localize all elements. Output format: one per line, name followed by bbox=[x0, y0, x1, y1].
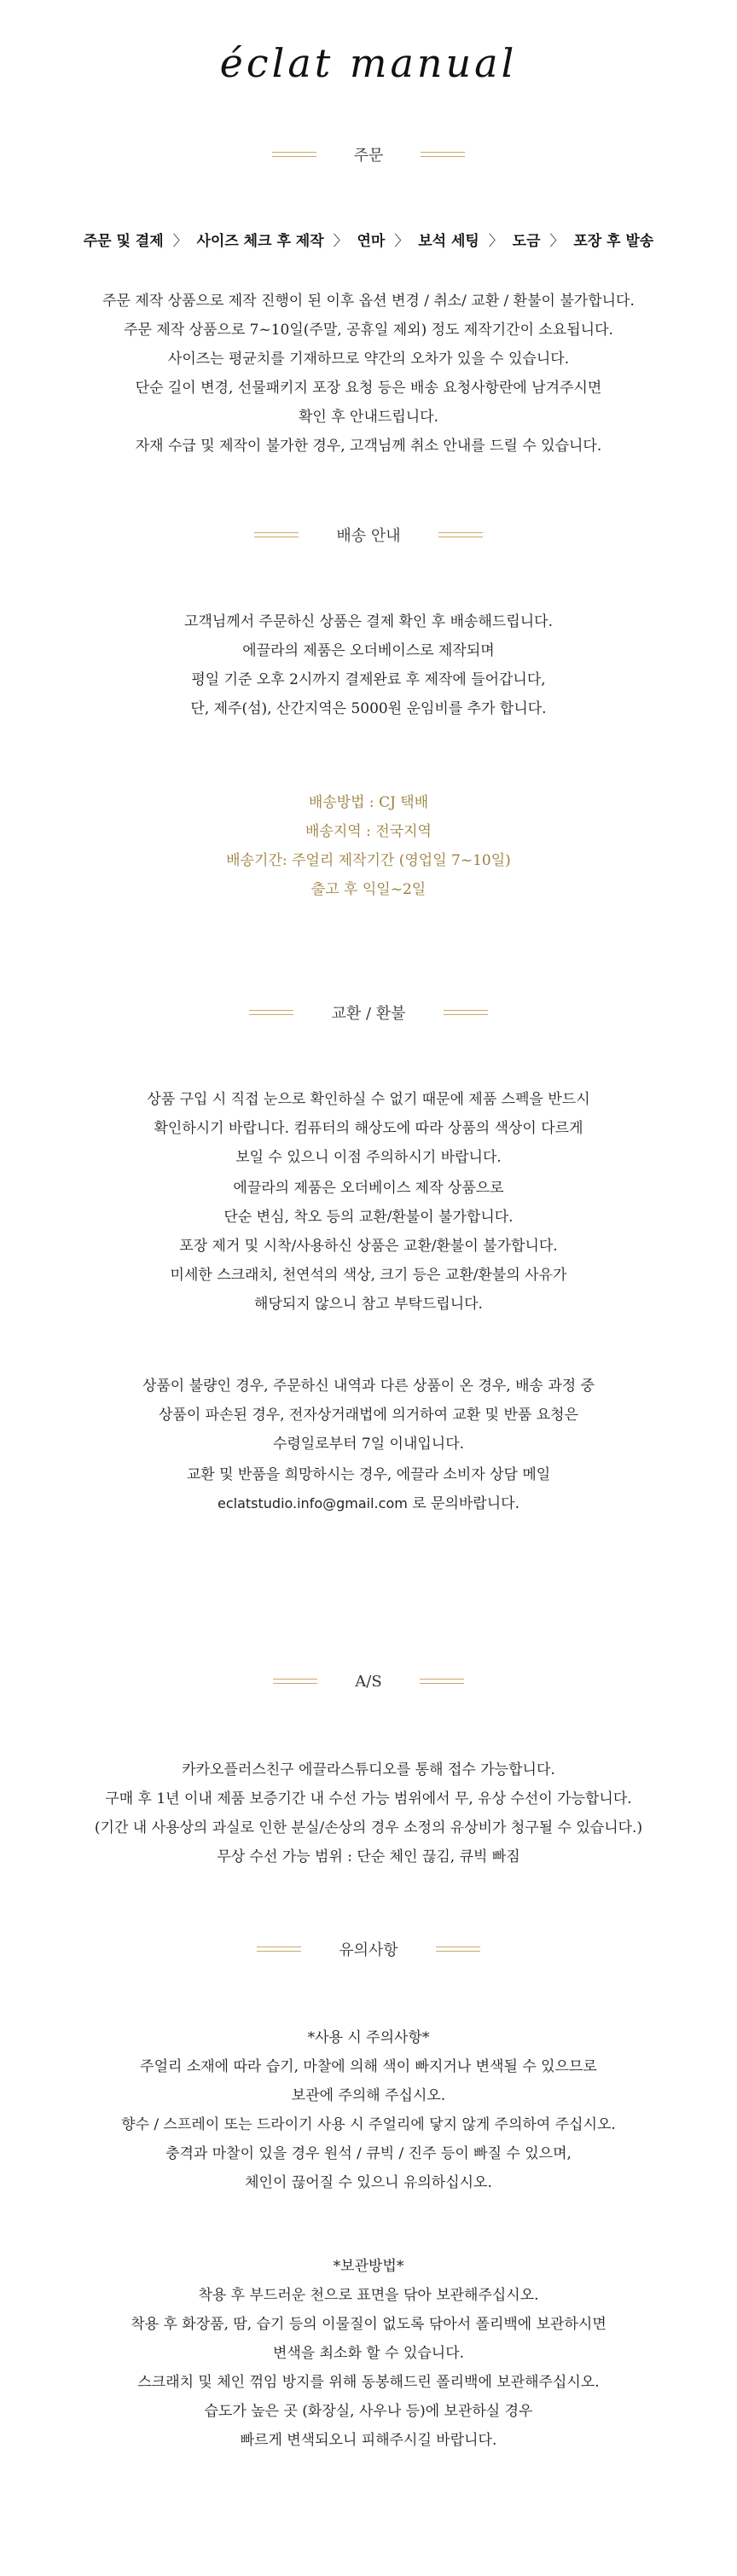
step-separator-icon: 〉 bbox=[488, 233, 503, 250]
text-line: 착용 후 화장품, 땀, 습기 등의 이물질이 없도록 닦아서 폴리백에 보관하시면 bbox=[131, 2316, 606, 2333]
brand-title: éclat manual bbox=[219, 40, 518, 86]
heading-rule-right bbox=[444, 1010, 488, 1015]
text-line: 스크래치 및 체인 꺾임 방지를 위해 동봉해드린 폴리백에 보관해주십시오. bbox=[137, 2374, 600, 2391]
order-process-steps bbox=[0, 229, 737, 250]
shipping-dispatch: 출고 후 익일~2일 bbox=[310, 881, 427, 898]
heading-rule-right bbox=[438, 532, 483, 537]
usage-caution-title: *사용 시 주의사항* bbox=[307, 2029, 430, 2046]
text-line: 미세한 스크래치, 천연석의 색상, 크기 등은 교환/환불의 사유가 bbox=[170, 1267, 567, 1284]
text-line: 보관에 주의해 주십시오. bbox=[291, 2087, 446, 2104]
section-title: 배송 안내 bbox=[336, 527, 401, 545]
step-item: 사이즈 체크 후 제작 bbox=[196, 233, 324, 250]
text-line: 구매 후 1년 이내 제품 보증기간 내 수선 가능 범위에서 무, 유상 수선이 가능합니다. bbox=[105, 1790, 632, 1807]
shipping-info bbox=[0, 788, 737, 904]
step-item: 주문 및 결제 bbox=[83, 233, 164, 250]
section-heading-exchange bbox=[0, 1000, 737, 1025]
exchange-notice-1 bbox=[0, 1085, 737, 1172]
text-line: 카카오플러스친구 에끌라스튜디오를 통해 접수 가능합니다. bbox=[182, 1761, 555, 1778]
text-line: 체인이 끊어질 수 있으니 유의하십시오. bbox=[245, 2174, 492, 2191]
text-line: 평일 기준 오후 2시까지 결제완료 후 제작에 들어갑니다, bbox=[191, 671, 546, 688]
text-line: 에끌라의 제품은 오더베이스 제작 상품으로 bbox=[233, 1180, 504, 1197]
text-line: 해당되지 않으니 참고 부탁드립니다. bbox=[254, 1296, 483, 1313]
heading-rule-left bbox=[257, 1947, 301, 1952]
step-item: 보석 세팅 bbox=[418, 233, 479, 250]
heading-rule-left bbox=[273, 1679, 317, 1684]
text-line: 주문 제작 상품으로 7~10일(주말, 공휴일 제외) 정도 제작기간이 소요됩니다. bbox=[124, 322, 613, 339]
text-line: 상품이 불량인 경우, 주문하신 내역과 다른 상품이 온 경우, 배송 과정 중 bbox=[142, 1378, 595, 1395]
text-line: 확인하시기 바랍니다. 컴퓨터의 해상도에 따라 상품의 색상이 다르게 bbox=[154, 1120, 583, 1137]
section-heading-as bbox=[0, 1668, 737, 1694]
text-line: 주얼리 소재에 따라 습기, 마찰에 의해 색이 빠지거나 변색될 수 있으므로 bbox=[140, 2058, 597, 2075]
step-item: 도금 bbox=[512, 233, 541, 250]
shipping-region: 배송지역 : 전국지역 bbox=[305, 823, 432, 840]
text-line: 습도가 높은 곳 (화장실, 사우나 등)에 보관하실 경우 bbox=[204, 2403, 533, 2420]
step-item: 포장 후 발송 bbox=[573, 233, 654, 250]
exchange-contact bbox=[0, 1460, 737, 1518]
contact-line bbox=[0, 1489, 737, 1518]
step-item: 연마 bbox=[357, 233, 386, 250]
heading-rule-left bbox=[272, 152, 316, 157]
heading-rule-right bbox=[436, 1947, 480, 1952]
exchange-notice-2 bbox=[0, 1174, 737, 1319]
text-line: 주문 제작 상품으로 제작 진행이 된 이후 옵션 변경 / 취소/ 교환 / 환불이 불가합니다. bbox=[102, 293, 635, 310]
text-line: 무상 수선 가능 범위 : 단순 체인 끊김, 큐빅 빠짐 bbox=[217, 1848, 520, 1865]
text-line: 상품 구입 시 직접 눈으로 확인하실 수 없기 때문에 제품 스펙을 반드시 bbox=[147, 1091, 590, 1108]
brand-logo-script bbox=[189, 24, 548, 101]
text-line: (기간 내 사용상의 과실로 인한 분실/손상의 경우 소정의 유상비가 청구될 수 있습니다.) bbox=[94, 1819, 643, 1836]
section-title: 유의사항 bbox=[339, 1941, 398, 1959]
heading-rule-right bbox=[421, 152, 465, 157]
text-line: 충격과 마찰이 있을 경우 원석 / 큐빅 / 진주 등이 빠질 수 있으며, bbox=[165, 2145, 572, 2162]
heading-rule-right bbox=[420, 1679, 464, 1684]
storage-method-title: *보관방법* bbox=[333, 2258, 404, 2275]
step-separator-icon: 〉 bbox=[333, 233, 348, 250]
text-line: 로 문의바랍니다. bbox=[407, 1495, 519, 1512]
contact-email-link[interactable]: eclatstudio.info@gmail.com bbox=[218, 1495, 408, 1511]
text-line: 단순 변심, 착오 등의 교환/환불이 불가합니다. bbox=[223, 1209, 514, 1226]
step-separator-icon: 〉 bbox=[394, 233, 409, 250]
exchange-notice-3 bbox=[0, 1372, 737, 1459]
order-notice bbox=[0, 287, 737, 461]
text-line: 자재 수급 및 제작이 불가한 경우, 고객님께 취소 안내를 드릴 수 있습니다. bbox=[135, 438, 602, 455]
text-line: 단, 제주(섬), 산간지역은 5000원 운임비를 추가 합니다. bbox=[190, 700, 547, 717]
text-line: 확인 후 안내드립니다. bbox=[298, 409, 438, 426]
section-title: 교환 / 환불 bbox=[331, 1005, 406, 1023]
text-line: 수령일로부터 7일 이내입니다. bbox=[272, 1436, 465, 1453]
usage-caution bbox=[0, 2023, 737, 2197]
step-separator-icon: 〉 bbox=[549, 233, 565, 250]
text-line: 사이즈는 평균치를 기재하므로 약간의 오차가 있을 수 있습니다. bbox=[167, 351, 570, 368]
shipping-period: 배송기간: 주얼리 제작기간 (영업일 7~10일) bbox=[226, 852, 511, 869]
text-line: 교환 및 반품을 희망하시는 경우, 에끌라 소비자 상담 메일 bbox=[186, 1466, 551, 1483]
text-line: 상품이 파손된 경우, 전자상거래법에 의거하여 교환 및 반품 요청은 bbox=[158, 1407, 579, 1424]
text-line: 향수 / 스프레이 또는 드라이기 사용 시 주얼리에 닿지 않게 주의하여 주십시오. bbox=[121, 2116, 616, 2133]
text-line: 보일 수 있으니 이점 주의하시기 바랍니다. bbox=[235, 1149, 502, 1166]
section-title: A/S bbox=[355, 1672, 382, 1691]
text-line: 빠르게 변색되오니 피해주시길 바랍니다. bbox=[240, 2432, 497, 2449]
section-title: 주문 bbox=[353, 147, 384, 165]
as-notice bbox=[0, 1755, 737, 1871]
text-line: 변색을 최소화 할 수 있습니다. bbox=[272, 2345, 465, 2362]
section-heading-caution bbox=[0, 1936, 737, 1962]
storage-method bbox=[0, 2252, 737, 2455]
text-line: 착용 후 부드러운 천으로 표면을 닦아 보관해주십시오. bbox=[198, 2287, 539, 2304]
shipping-notice bbox=[0, 607, 737, 723]
heading-rule-left bbox=[254, 532, 299, 537]
brand-logo bbox=[0, 24, 737, 109]
heading-rule-left bbox=[249, 1010, 293, 1015]
shipping-method: 배송방법 : CJ 택배 bbox=[308, 794, 429, 811]
section-heading-shipping bbox=[0, 522, 737, 548]
section-heading-order bbox=[0, 142, 737, 167]
text-line: 에끌라의 제품은 오더베이스로 제작되며 bbox=[242, 642, 495, 659]
text-line: 단순 길이 변경, 선물패키지 포장 요청 등은 배송 요청사항란에 남겨주시면 bbox=[135, 380, 602, 397]
step-separator-icon: 〉 bbox=[172, 233, 188, 250]
text-line: 포장 제거 및 시착/사용하신 상품은 교환/환불이 불가합니다. bbox=[179, 1238, 558, 1255]
text-line: 고객님께서 주문하신 상품은 결제 확인 후 배송해드립니다. bbox=[184, 613, 553, 630]
